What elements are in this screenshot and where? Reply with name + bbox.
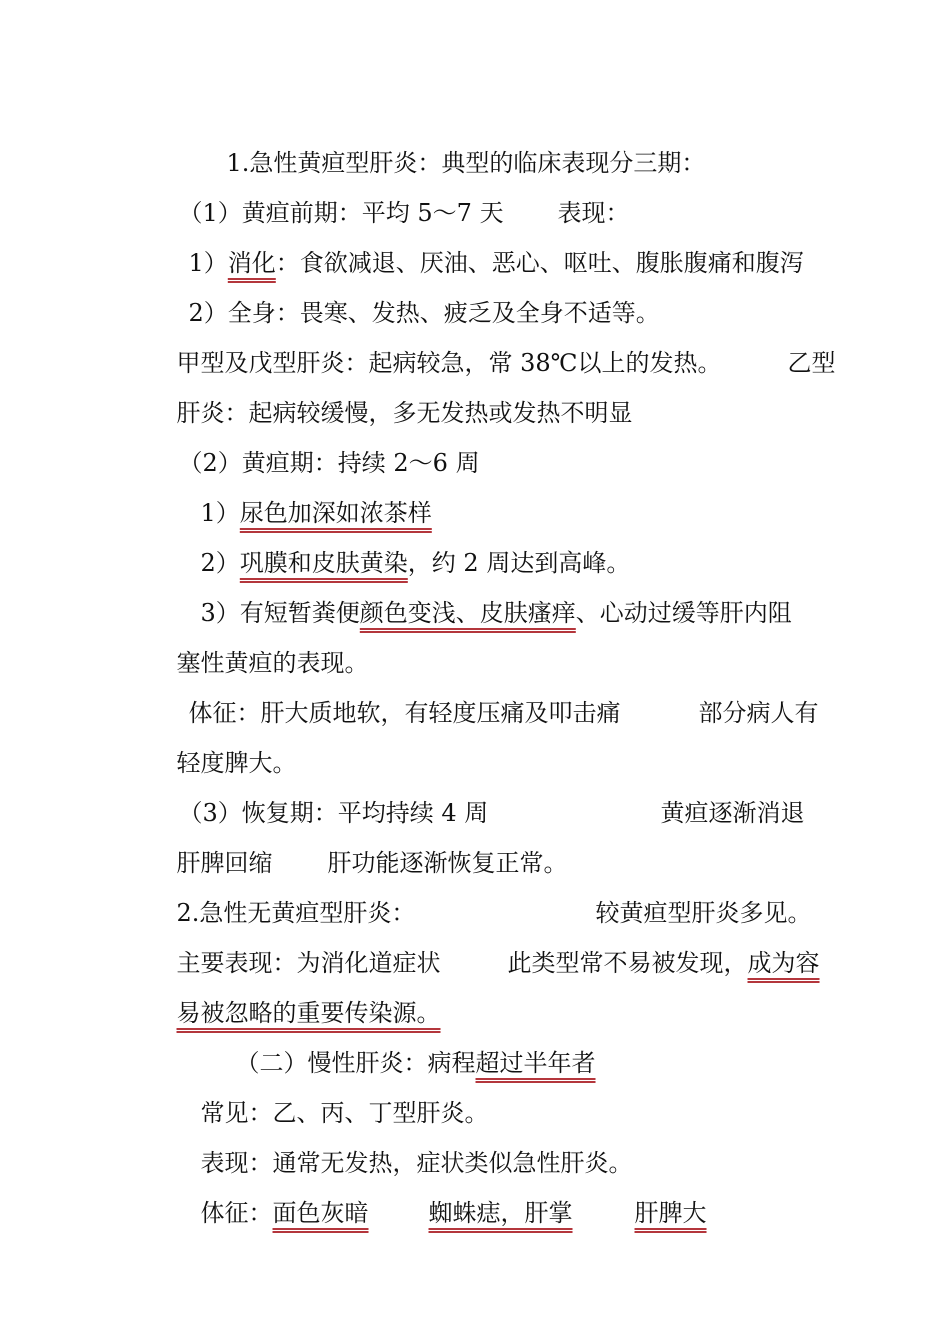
text-segment: 表现：: [557, 199, 630, 227]
text-segment: 表现：通常无发热，症状类似急性肝炎。: [200, 1149, 633, 1177]
text-line: [398, 1168, 573, 1227]
text-segment: 乙型: [787, 349, 836, 377]
text-line: [170, 1168, 369, 1227]
text-segment: ：食欲减退、厌油、恶心、呕吐、腹胀腹痛和腹泻: [275, 249, 804, 277]
text-segment: 部分病人有: [698, 699, 819, 727]
text-segment: 体征：肝大质地软，有轻度压痛及叩击痛: [188, 699, 621, 727]
text-line: [146, 968, 441, 1027]
text-line: [158, 268, 660, 327]
text-segment: 2）: [200, 549, 240, 577]
text-segment: 肝脾回缩: [176, 849, 273, 877]
underlined-text: 面色灰暗: [272, 1199, 369, 1227]
underlined-text: 消化: [227, 249, 276, 277]
text-line: [527, 168, 630, 227]
text-line: [170, 1118, 633, 1177]
text-line: [146, 918, 441, 977]
text-line: [668, 668, 819, 727]
underlined-text: 成为容: [747, 949, 820, 977]
text-line: [148, 418, 480, 477]
text-segment: 、心动过缓等肝内阻: [575, 599, 792, 627]
heading-chronic: （二）慢性肝炎：病程: [235, 1049, 476, 1077]
text-segment: 塞性黄疸的表现。: [176, 649, 369, 677]
text-segment: 1）: [200, 499, 240, 527]
underlined-text: 超过半年者: [475, 1049, 596, 1077]
text-segment: 甲型及戊型肝炎：起病较急，常 38℃以上的发热。: [176, 349, 722, 377]
text-segment: （2）黄疸期：持续 2～6 周: [178, 449, 480, 477]
text-line: [170, 518, 631, 577]
text-line: [205, 1018, 596, 1077]
underlined-text: 巩膜和皮肤黄染: [239, 549, 408, 577]
heading-acute-icteric: 1.急性黄疸型肝炎：典型的临床表现分三期：: [226, 149, 706, 177]
text-segment: 此类型常不易被发现，: [507, 949, 748, 977]
text-line: [146, 718, 297, 777]
text-line: [146, 318, 722, 377]
heading-acute-anicteric: 2.急性无黄疸型肝炎：: [176, 899, 416, 927]
text-line: [196, 118, 706, 177]
text-line: [148, 768, 489, 827]
text-line: [170, 1068, 489, 1127]
text-segment: 肝功能逐渐恢复正常。: [327, 849, 568, 877]
text-segment: 较黄疸型肝炎多见。: [595, 899, 812, 927]
text-line: [146, 818, 273, 877]
text-line: [170, 568, 792, 627]
text-line: [158, 668, 621, 727]
text-line: [757, 318, 836, 377]
text-segment: （1）黄疸前期：平均 5～7 天: [178, 199, 504, 227]
text-line: [146, 868, 416, 927]
text-line: [170, 468, 432, 527]
text-segment: 体征：: [200, 1199, 273, 1227]
text-line: [146, 368, 633, 427]
text-segment: 常见：乙、丙、丁型肝炎。: [200, 1099, 489, 1127]
text-segment: ，约 2 周达到高峰。: [407, 549, 631, 577]
text-segment: 1）: [188, 249, 228, 277]
text-line: [146, 618, 369, 677]
underlined-text: 易被忽略的重要传染源。: [176, 999, 441, 1027]
underlined-text: 尿色加深如浓茶样: [239, 499, 432, 527]
text-line: [148, 168, 504, 227]
text-segment: 2）全身：畏寒、发热、疲乏及全身不适等。: [188, 299, 660, 327]
text-segment: 肝炎：起病较缓慢，多无发热或发热不明显: [176, 399, 633, 427]
underlined-text: 蜘蛛痣，肝掌: [428, 1199, 573, 1227]
text-segment: 轻度脾大。: [176, 749, 297, 777]
text-line: [158, 218, 804, 277]
text-segment: 主要表现：为消化道症状: [176, 949, 441, 977]
text-line: [630, 768, 805, 827]
text-segment: 3）有短暂粪便: [200, 599, 360, 627]
text-line: [604, 1168, 707, 1227]
underlined-text: 肝脾大: [634, 1199, 707, 1227]
text-segment: （3）恢复期：平均持续 4 周: [178, 799, 489, 827]
text-segment: 黄疸逐渐消退: [660, 799, 805, 827]
text-line: [565, 868, 812, 927]
underlined-text: 颜色变浅、皮肤瘙痒: [359, 599, 576, 627]
text-line: [297, 818, 568, 877]
text-line: [477, 918, 820, 977]
